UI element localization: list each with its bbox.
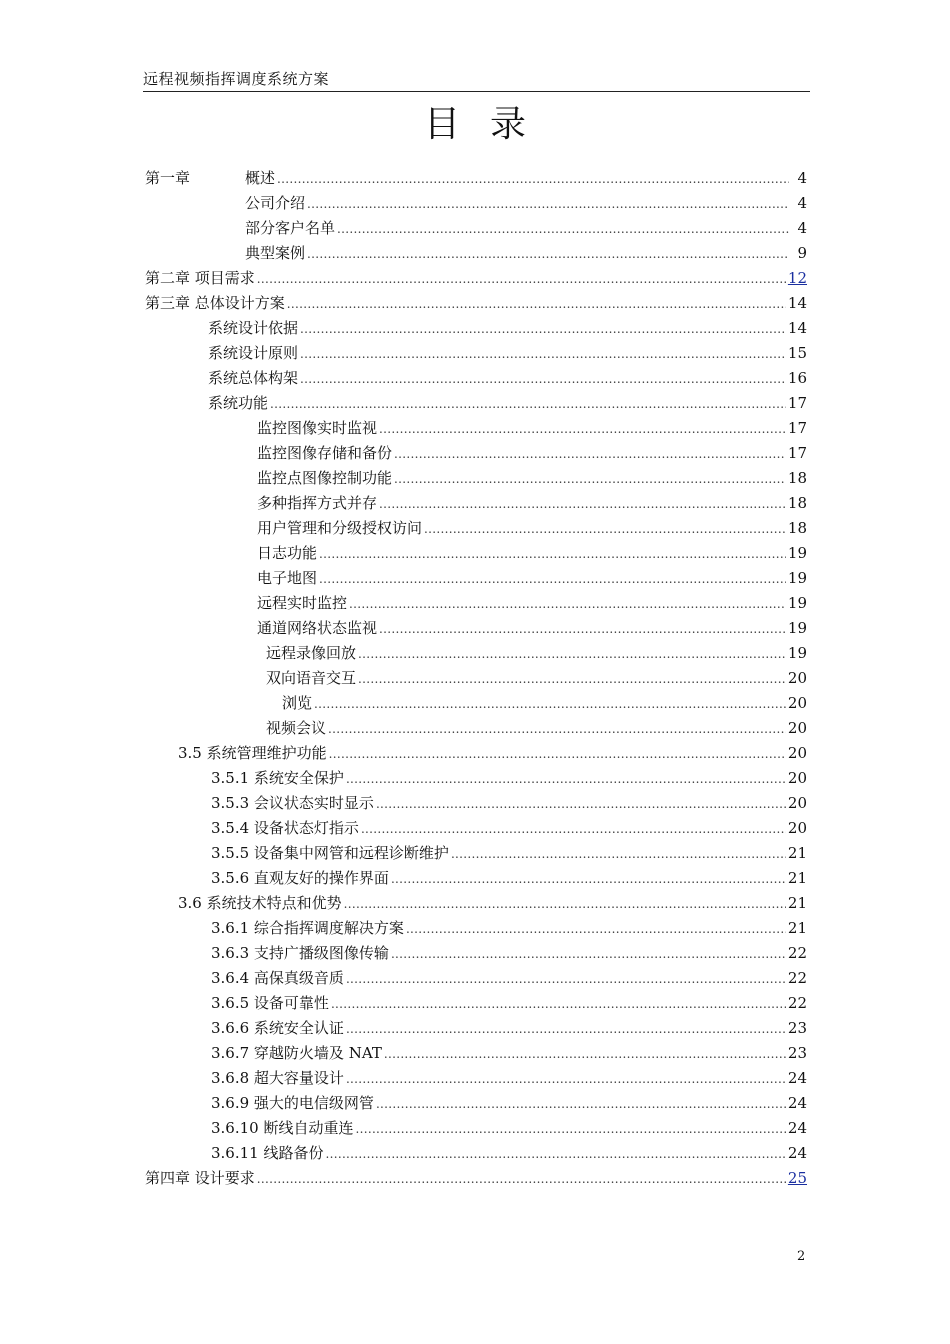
toc-entry[interactable] <box>211 1066 807 1090</box>
toc-leader <box>307 242 789 266</box>
toc-entry[interactable] <box>208 341 807 365</box>
toc-entry-label: 远程实时监控 <box>257 594 348 612</box>
toc-entry-page: 20 <box>787 719 807 737</box>
toc-entry[interactable] <box>257 416 807 440</box>
toc-leader <box>346 767 786 791</box>
toc-entry-label: 部分客户名单 <box>245 219 336 237</box>
toc-leader <box>406 917 786 941</box>
toc-entry[interactable] <box>211 1041 807 1065</box>
toc-entry[interactable] <box>211 1141 807 1165</box>
toc-entry[interactable] <box>266 716 807 740</box>
toc-entry-page: 17 <box>787 394 807 412</box>
toc-leader <box>391 867 786 891</box>
toc-leader <box>277 167 789 191</box>
toc-entry-label: 视频会议 <box>266 719 327 737</box>
toc-entry-label: 第三章 总体设计方案 <box>145 294 285 312</box>
toc-entry-page: 24 <box>787 1119 807 1137</box>
toc-entry-page: 20 <box>787 694 807 712</box>
toc-entry-page: 24 <box>787 1094 807 1112</box>
toc-entry[interactable] <box>208 316 807 340</box>
toc-entry-page: 20 <box>787 669 807 687</box>
toc-entry[interactable] <box>211 941 807 965</box>
toc-entry[interactable] <box>211 766 807 790</box>
toc-leader <box>379 617 786 641</box>
toc-entry-label: 双向语音交互 <box>266 669 357 687</box>
toc-entry[interactable] <box>211 841 807 865</box>
toc-leader <box>270 392 786 416</box>
toc-entry-label: 3.5.6 直观友好的操作界面 <box>211 869 389 887</box>
toc-entry-label: 3.6.4 高保真级音质 <box>211 969 344 987</box>
toc-leader <box>329 742 786 766</box>
toc-entry[interactable] <box>211 966 807 990</box>
toc-entry[interactable] <box>266 641 807 665</box>
toc-entry-page: 20 <box>787 819 807 837</box>
toc-entry-page: 17 <box>787 444 807 462</box>
toc-leader <box>424 517 786 541</box>
toc-entry-label: 第四章 设计要求 <box>145 1169 255 1187</box>
toc-entry-label: 3.6.6 系统安全认证 <box>211 1019 344 1037</box>
toc-entry-page: 18 <box>787 519 807 537</box>
toc-entry-page: 20 <box>787 794 807 812</box>
toc-leader <box>314 692 786 716</box>
toc-leader <box>346 1017 786 1041</box>
toc-entry-page-link[interactable]: 25 <box>787 1169 807 1187</box>
toc-entry-page: 24 <box>787 1069 807 1087</box>
document-header-title: 远程视频指挥调度系统方案 <box>143 70 330 88</box>
toc-entry[interactable] <box>257 541 807 565</box>
toc-entry-page: 24 <box>787 1144 807 1162</box>
toc-entry-page: 19 <box>787 619 807 637</box>
toc-entry-label: 3.5.4 设备状态灯指示 <box>211 819 359 837</box>
header-rule <box>143 91 810 92</box>
toc-entry-label: 第二章 项目需求 <box>145 269 255 287</box>
toc-entry[interactable] <box>245 216 807 240</box>
toc-entry-label: 3.6.1 综合指挥调度解决方案 <box>211 919 404 937</box>
toc-entry-page: 16 <box>787 369 807 387</box>
toc-leader <box>344 892 786 916</box>
toc-entry-label: 多种指挥方式并存 <box>257 494 378 512</box>
toc-entry[interactable] <box>245 191 807 215</box>
toc-entry[interactable] <box>211 1091 807 1115</box>
toc-entry-page: 21 <box>787 894 807 912</box>
toc-entry-page: 18 <box>787 469 807 487</box>
toc-leader <box>331 992 786 1016</box>
toc-entry-label: 3.6.11 线路备份 <box>211 1144 324 1162</box>
toc-entry[interactable] <box>257 566 807 590</box>
toc-leader <box>307 192 789 216</box>
toc-entry-page: 4 <box>797 194 807 212</box>
toc-entry-page: 23 <box>787 1044 807 1062</box>
toc-leader <box>300 317 786 341</box>
toc-entry[interactable] <box>145 1166 807 1190</box>
toc-leader <box>394 467 786 491</box>
toc-entry[interactable] <box>211 991 807 1015</box>
toc-entry-page: 4 <box>797 169 807 187</box>
toc-leader <box>379 492 786 516</box>
toc-leader <box>319 542 786 566</box>
toc-entry[interactable] <box>211 816 807 840</box>
toc-entry-page: 19 <box>787 569 807 587</box>
toc-leader <box>451 842 786 866</box>
toc-leader <box>346 1067 786 1091</box>
toc-entry[interactable] <box>282 691 807 715</box>
toc-leader <box>355 1117 785 1141</box>
toc-leader <box>349 592 786 616</box>
toc-entry-page: 19 <box>787 644 807 662</box>
toc-entry[interactable] <box>257 441 807 465</box>
toc-entry[interactable] <box>211 916 807 940</box>
toc-leader <box>358 667 786 691</box>
toc-entry[interactable] <box>257 591 807 615</box>
page-number: 2 <box>797 1249 806 1264</box>
toc-entry[interactable] <box>178 741 807 765</box>
toc-entry[interactable] <box>208 366 807 390</box>
toc-leader <box>384 1042 786 1066</box>
toc-entry-page: 15 <box>787 344 807 362</box>
toc-entry[interactable] <box>245 241 807 265</box>
toc-leader <box>337 217 789 241</box>
toc-entry-page: 14 <box>787 319 807 337</box>
toc-entry-label: 3.6.3 支持广播级图像传输 <box>211 944 389 962</box>
toc-entry[interactable] <box>211 1116 807 1140</box>
toc-entry-page: 14 <box>787 294 807 312</box>
toc-entry-page: 22 <box>787 969 807 987</box>
toc-leader <box>361 817 786 841</box>
toc-entry-page: 22 <box>787 944 807 962</box>
toc-entry-page: 21 <box>787 919 807 937</box>
toc-entry-label: 3.6.8 超大容量设计 <box>211 1069 344 1087</box>
toc-entry-label: 3.6 系统技术特点和优势 <box>178 894 342 912</box>
toc-entry-page: 19 <box>787 594 807 612</box>
toc-entry-label: 3.5.3 会议状态实时显示 <box>211 794 374 812</box>
toc-entry-label: 电子地图 <box>257 569 318 587</box>
toc-entry-page: 20 <box>787 769 807 787</box>
toc-entry-page: 17 <box>787 419 807 437</box>
toc-entry[interactable] <box>257 516 807 540</box>
toc-leader <box>394 442 786 466</box>
toc-entry-label: 通道网络状态监视 <box>257 619 378 637</box>
toc-entry-page: 4 <box>797 219 807 237</box>
toc-entry-page: 18 <box>787 494 807 512</box>
toc-entry-label: 系统设计依据 <box>208 319 299 337</box>
toc-entry-label: 3.6.5 设备可靠性 <box>211 994 329 1012</box>
toc-entry-label: 概述 <box>245 169 276 187</box>
toc-entry[interactable] <box>178 891 807 915</box>
toc-entry-label: 远程录像回放 <box>266 644 357 662</box>
toc-chapter-label: 第一章 <box>145 169 191 187</box>
toc-entry-label: 监控图像实时监视 <box>257 419 378 437</box>
toc-entry-label: 3.6.10 断线自动重连 <box>211 1119 354 1137</box>
toc-entry[interactable] <box>257 466 807 490</box>
toc-leader <box>379 417 786 441</box>
toc-leader <box>328 717 786 741</box>
toc-entry-label: 3.6.7 穿越防火墙及 NAT <box>211 1044 382 1062</box>
toc-leader <box>300 367 786 391</box>
toc-entry-label: 用户管理和分级授权访问 <box>257 519 423 537</box>
toc-leader <box>376 1092 786 1116</box>
toc-entry-label: 3.6.9 强大的电信级网管 <box>211 1094 374 1112</box>
toc-entry-page: 23 <box>787 1019 807 1037</box>
toc-entry[interactable] <box>257 616 807 640</box>
toc-entry[interactable] <box>211 1016 807 1040</box>
toc-leader <box>376 792 786 816</box>
toc-entry-label: 监控点图像控制功能 <box>257 469 393 487</box>
toc-title: 目录 <box>423 104 556 145</box>
toc-entry-label: 日志功能 <box>257 544 318 562</box>
toc-entry-label: 系统设计原则 <box>208 344 299 362</box>
toc-entry-label: 系统功能 <box>208 394 269 412</box>
toc-entry-page: 19 <box>787 544 807 562</box>
toc-entry[interactable] <box>245 166 807 190</box>
toc-entry-label: 3.5.1 系统安全保护 <box>211 769 344 787</box>
toc-leader <box>346 967 786 991</box>
toc-entry-page: 22 <box>787 994 807 1012</box>
toc-entry-label: 公司介绍 <box>245 194 306 212</box>
toc-entry[interactable] <box>208 391 807 415</box>
toc-entry[interactable] <box>211 866 807 890</box>
toc-leader <box>257 1167 786 1191</box>
toc-leader <box>287 292 786 316</box>
toc-leader <box>257 267 786 291</box>
toc-leader <box>300 342 786 366</box>
toc-leader <box>391 942 786 966</box>
toc-entry-label: 系统总体构架 <box>208 369 299 387</box>
toc-leader <box>319 567 786 591</box>
toc-entry[interactable] <box>145 291 807 315</box>
toc-entry-label: 浏览 <box>282 694 313 712</box>
toc-leader <box>358 642 786 666</box>
toc-entry-page: 21 <box>787 869 807 887</box>
toc-entry-label: 监控图像存储和备份 <box>257 444 393 462</box>
toc-entry-page: 20 <box>787 744 807 762</box>
toc-entry-page: 21 <box>787 844 807 862</box>
toc-entry[interactable] <box>266 666 807 690</box>
toc-entry-label: 3.5.5 设备集中网管和远程诊断维护 <box>211 844 449 862</box>
toc-entry-label: 3.5 系统管理维护功能 <box>178 744 327 762</box>
toc-entry-page-link[interactable]: 12 <box>787 269 807 287</box>
toc-entry[interactable] <box>211 791 807 815</box>
toc-entry[interactable] <box>145 266 807 290</box>
toc-entry-label: 典型案例 <box>245 244 306 262</box>
toc-leader <box>325 1142 785 1166</box>
toc-entry-page: 9 <box>797 244 807 262</box>
toc-entry[interactable] <box>257 491 807 515</box>
